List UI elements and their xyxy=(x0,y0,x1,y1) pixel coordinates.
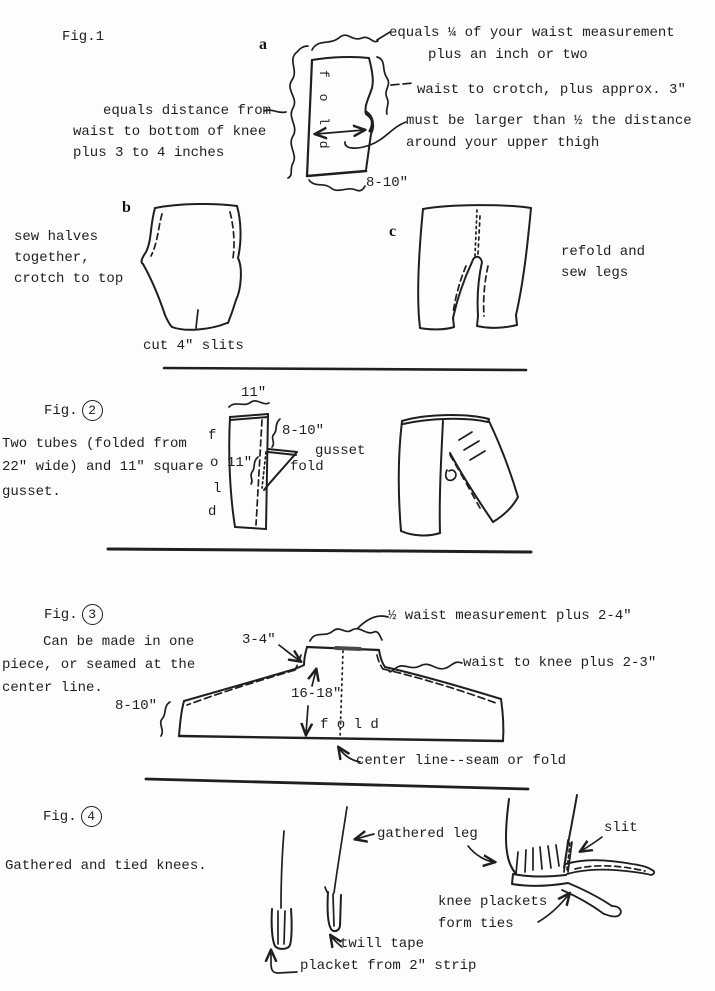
fig3-hem-dimension: 8-10" xyxy=(115,698,158,714)
fig3-description-line3: center line. xyxy=(2,680,103,696)
fig1-part-a-label: a xyxy=(259,36,267,53)
fig2-gusset-label: gusset xyxy=(315,443,366,459)
fig1-length-annotation-line3: plus 3 to 4 inches xyxy=(73,145,225,161)
fig1-length-annotation-line2: waist to bottom of knee xyxy=(73,124,267,140)
fig3-side-dimension: 3-4" xyxy=(242,632,276,648)
fig4-description: Gathered and tied knees. xyxy=(5,858,207,874)
fig4-placket-strip-label: placket from 2" strip xyxy=(300,958,477,974)
fig1b-caption-line2: together, xyxy=(14,250,90,266)
fig4-knee-plackets-label-line2: form ties xyxy=(438,916,514,932)
fig4-knee-plackets-label-line1: knee plackets xyxy=(438,894,548,910)
fig3-centerline-annotation: center line--seam or fold xyxy=(356,753,567,769)
fig4-gathered-leg-label: gathered leg xyxy=(377,826,478,842)
fig1-part-c-label: c xyxy=(389,223,397,240)
fig1-thigh-annotation-line2: around your upper thigh xyxy=(406,135,600,151)
fig4-slit-label: slit xyxy=(604,820,638,836)
divider-line-3 xyxy=(146,779,528,789)
fig1-crotch-annotation: waist to crotch, plus approx. 3" xyxy=(417,82,686,98)
fig4-title-text: Fig. xyxy=(43,808,77,825)
fig1-pattern-piece-drawing xyxy=(264,32,414,191)
fig1-part-b-label: b xyxy=(122,199,131,216)
fig3-number-badge: 3 xyxy=(82,604,103,625)
fig4-placket-leg-drawing xyxy=(272,831,292,949)
fig1c-caption-line1: refold and xyxy=(561,244,646,260)
fig2-description-line2: 22" wide) and 11" square xyxy=(2,459,204,475)
fig4-leader-arrows xyxy=(271,834,602,973)
fig1c-caption-line2: sew legs xyxy=(561,265,629,281)
fig3-title-text: Fig. xyxy=(44,606,78,623)
fig1b-slits-caption: cut 4" slits xyxy=(143,338,244,354)
fig1-thigh-annotation-line1: must be larger than ½ the distance xyxy=(406,113,692,129)
fig1b-caption-line3: crotch to top xyxy=(14,271,124,287)
fig1-hem-dimension: 8-10" xyxy=(366,175,409,191)
fig2-fold-letter-o: o xyxy=(210,455,219,471)
fig2-fold-label: fold xyxy=(290,459,324,475)
fig1-length-annotation-line1: equals distance from xyxy=(103,103,272,119)
fig2-top-dimension: 11" xyxy=(241,385,267,401)
divider-line-2 xyxy=(108,549,531,552)
fig1b-halves-drawing xyxy=(142,204,241,330)
fig4-twill-tape-leg-drawing xyxy=(325,807,347,931)
fig2-title-text: Fig. xyxy=(44,402,78,419)
fig2-side-dimension: 8-10" xyxy=(282,423,325,439)
fig2-fold-letter-f: f xyxy=(208,428,217,444)
fig3-description-line1: Can be made in one xyxy=(43,634,195,650)
fig4-twill-tape-label: twill tape xyxy=(340,936,425,952)
fig3-fold-label: f o l d xyxy=(320,717,379,733)
fig2-number-badge: 2 xyxy=(82,400,103,421)
fig4-title xyxy=(43,806,102,827)
fig2-description-line3: gusset. xyxy=(2,484,61,500)
fig3-title xyxy=(44,604,103,625)
fig1-fold-label: f o l d xyxy=(316,70,331,153)
fig2-tubes-drawing xyxy=(399,415,518,535)
fig1c-pants-drawing xyxy=(418,205,531,329)
fig3-knee-annotation: waist to knee plus 2-3" xyxy=(463,655,657,671)
fig3-waist-annotation: ½ waist measurement plus 2-4" xyxy=(388,608,632,624)
fig3-description-line2: piece, or seamed at the xyxy=(2,657,196,673)
fig2-fold-letter-d: d xyxy=(208,504,217,520)
fig2-fold-letter-l: l xyxy=(213,481,222,497)
divider-line-1 xyxy=(164,368,526,370)
fig2-description-line1: Two tubes (folded from xyxy=(2,436,187,452)
fig2-title xyxy=(44,400,103,421)
fig2-gusset-dimension: 11" xyxy=(227,455,253,471)
fig3-center-length-dimension: 16-18" xyxy=(291,686,342,702)
fig1-title: Fig.1 xyxy=(62,29,105,45)
fig4-number-badge: 4 xyxy=(81,806,102,827)
fig1b-caption-line1: sew halves xyxy=(14,229,99,245)
fig1-waist-annotation-line2: plus an inch or two xyxy=(428,47,588,63)
fig1-waist-annotation-line1: equals ¼ of your waist measurement xyxy=(389,25,675,41)
